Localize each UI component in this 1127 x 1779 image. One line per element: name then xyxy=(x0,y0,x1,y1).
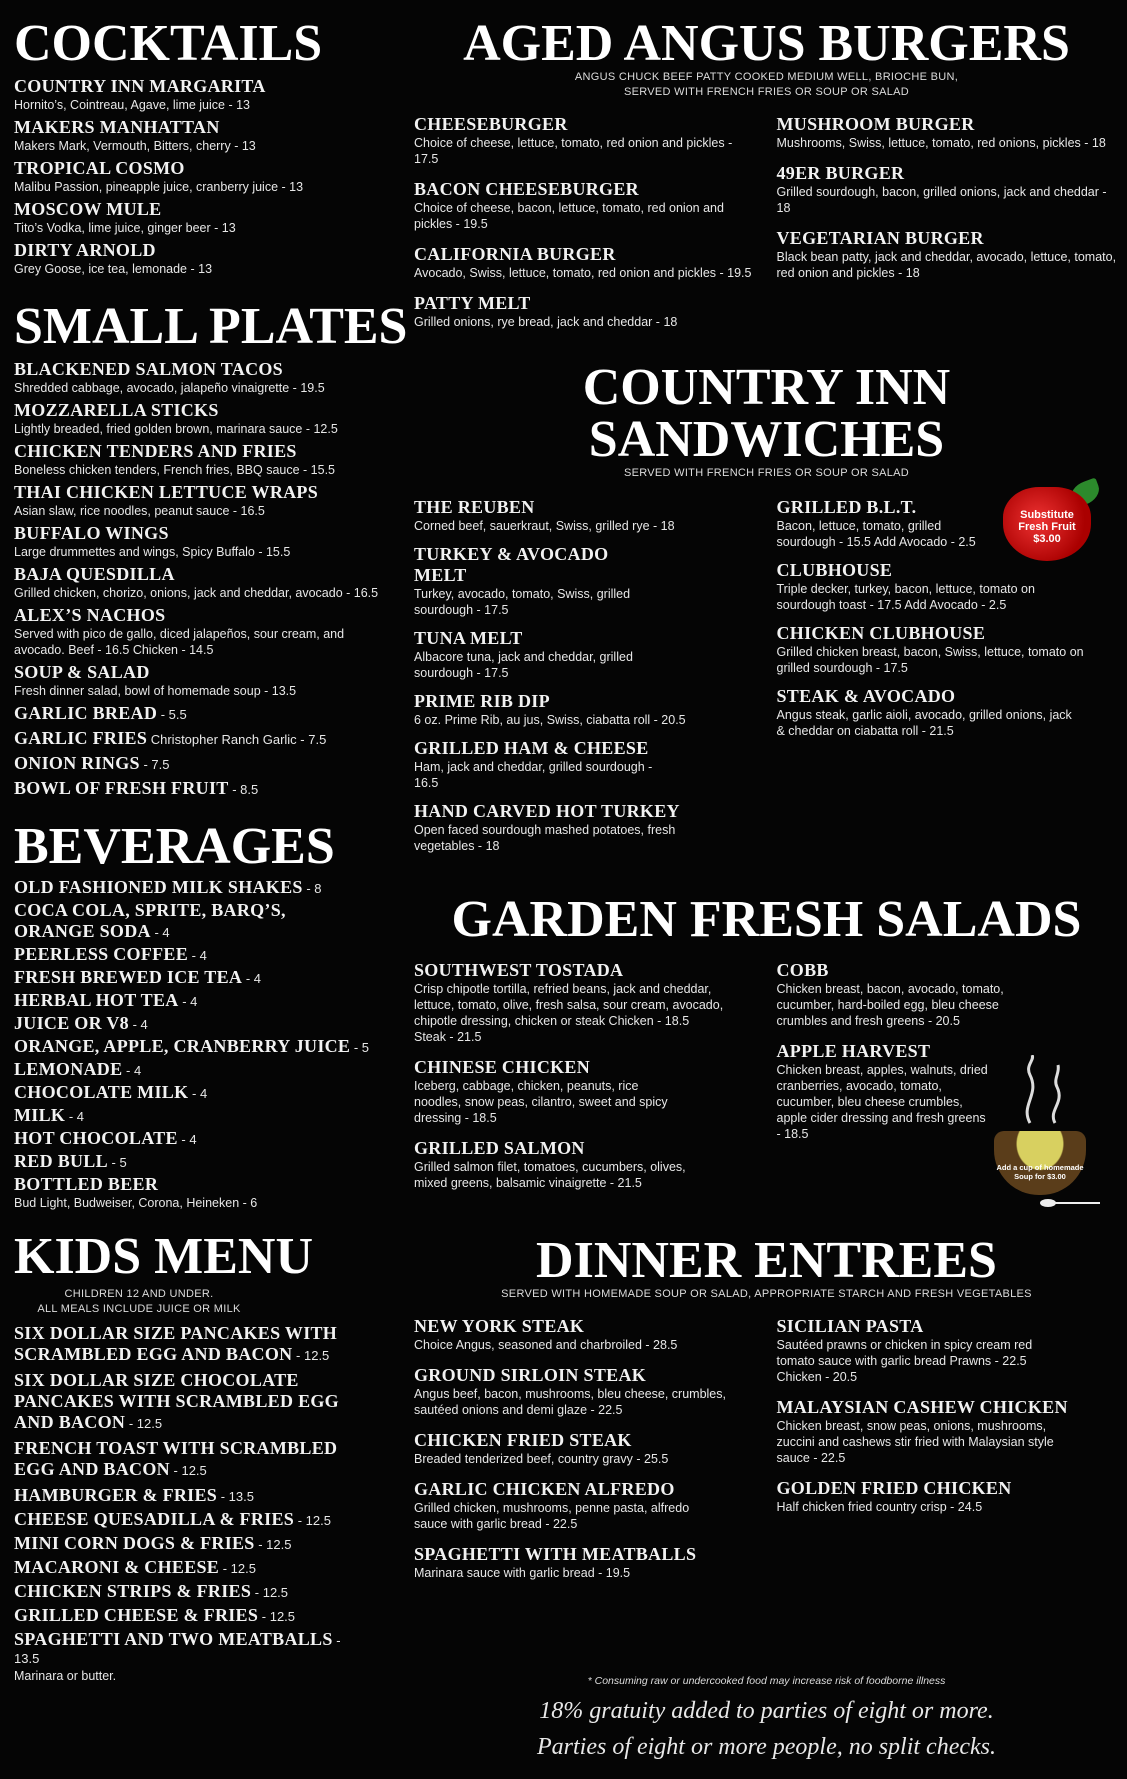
item-name: CHINESE CHICKEN xyxy=(414,1057,591,1077)
item-price: - 7.5 xyxy=(139,757,170,772)
item-name: MUSHROOM BURGER xyxy=(776,114,975,134)
list-item xyxy=(14,1557,354,1578)
item-name: GOLDEN FRIED CHICKEN xyxy=(776,1478,1012,1498)
item-name: MINI CORN DOGS & FRIES xyxy=(14,1533,255,1553)
strawberry-badge xyxy=(1003,487,1091,561)
item-desc: Large drummettes and wings, Spicy Buffalo - 15.5 xyxy=(14,545,291,559)
item-name: BOWL OF FRESH FRUIT xyxy=(14,778,229,798)
list-item xyxy=(14,1174,414,1211)
item-name: SOUP & SALAD xyxy=(14,662,150,682)
list-item xyxy=(414,960,724,1045)
item-desc: Sautéed prawns or chicken in spicy cream red tomato sauce with garlic bread Prawns - 22.5 Chicken - 20.5 xyxy=(776,1338,1033,1384)
list-item xyxy=(414,293,757,330)
item-desc: Iceberg, cabbage, chicken, peanuts, rice noodles, snow peas, cilantro, sweet and spicy dressing - 18.5 xyxy=(414,1079,668,1125)
item-name: SOUTHWEST TOSTADA xyxy=(414,960,624,980)
item-desc: Corned beef, sauerkraut, Swiss, grilled rye - 18 xyxy=(414,519,675,533)
list-item xyxy=(777,497,987,550)
item-price: - 4 xyxy=(178,994,198,1009)
item-name: CLUBHOUSE xyxy=(776,560,893,580)
salads-left xyxy=(414,960,757,1195)
item-name: GARLIC FRIES xyxy=(14,728,148,748)
list-item xyxy=(777,960,1037,1029)
item-name: GARLIC BREAD xyxy=(14,703,158,723)
list-item xyxy=(14,400,414,437)
list-item xyxy=(14,1438,354,1480)
item-name: TURKEY & AVOCADO MELT xyxy=(414,544,609,585)
gratuity-line-1: 18% gratuity added to parties of eight or more. xyxy=(539,1698,994,1724)
item-price: - 5.5 xyxy=(157,707,187,722)
burgers-sub-1: ANGUS CHUCK BEEF PATTY COOKED MEDIUM WELL, BRIOCHE BUN, xyxy=(574,71,959,83)
list-item xyxy=(14,1485,354,1506)
item-price: - 8 xyxy=(302,881,322,896)
list-item xyxy=(414,244,757,281)
list-item xyxy=(414,1316,757,1353)
beverages-title: BEVERAGES xyxy=(14,818,335,875)
item-name: COBB xyxy=(776,960,829,980)
item-price: - 12.5 xyxy=(292,1348,330,1363)
item-price: - 5 xyxy=(107,1155,127,1170)
item-price: - 4 xyxy=(177,1132,197,1147)
item-price: - 4 xyxy=(188,1086,208,1101)
list-item xyxy=(777,1041,992,1142)
item-name: SPAGHETTI WITH MEATBALLS xyxy=(414,1544,697,1564)
kids-sub-2: ALL MEALS INCLUDE JUICE OR MILK xyxy=(37,1303,241,1315)
spoon-icon xyxy=(1040,1198,1100,1208)
item-name: CHEESEBURGER xyxy=(414,114,568,134)
item-name: BACON CHEESEBURGER xyxy=(414,179,639,199)
list-item xyxy=(14,158,414,195)
badge-line-1: Substitute xyxy=(1020,509,1074,521)
list-item xyxy=(14,1533,354,1554)
item-name: CHICKEN CLUBHOUSE xyxy=(776,623,986,643)
item-name: 49ER BURGER xyxy=(776,163,905,183)
list-item xyxy=(14,662,414,699)
small-plates-title: SMALL PLATES xyxy=(14,298,408,355)
item-desc: Served with pico de gallo, diced jalapeños, sour cream, and avocado. Beef - 16.5 Chicken - 14.5 xyxy=(14,627,345,657)
list-item xyxy=(414,628,674,681)
list-item xyxy=(14,1629,354,1684)
list-item xyxy=(14,1151,414,1172)
item-price: - 13.5 xyxy=(217,1489,254,1504)
gratuity-notice xyxy=(414,1693,1119,1765)
list-item xyxy=(777,560,1087,613)
item-desc: Tito’s Vodka, lime juice, ginger beer - 13 xyxy=(14,221,236,235)
list-item xyxy=(414,544,664,618)
item-name: COUNTRY INN MARGARITA xyxy=(14,76,266,96)
list-item xyxy=(14,753,414,774)
badge-line-2: Fresh Fruit xyxy=(1018,521,1076,533)
item-desc: Avocado, Swiss, lettuce, tomato, red onion and pickles - 19.5 xyxy=(414,266,752,280)
item-desc: Choice of cheese, lettuce, tomato, red onion and pickles - 17.5 xyxy=(414,136,733,166)
list-item xyxy=(414,1057,674,1126)
list-item xyxy=(414,114,757,167)
item-name: DIRTY ARNOLD xyxy=(14,240,156,260)
item-desc: Grilled chicken breast, bacon, Swiss, lettuce, tomato on grilled sourdough - 17.5 xyxy=(776,645,1084,675)
item-name: LEMONADE xyxy=(14,1059,123,1079)
item-desc: Boneless chicken tenders, French fries, BBQ sauce - 15.5 xyxy=(14,463,335,477)
item-name: ALEX’S NACHOS xyxy=(14,605,166,625)
sandwiches-sub: SERVED WITH FRENCH FRIES OR SOUP OR SALAD xyxy=(623,467,910,479)
item-name: CHOCOLATE MILK xyxy=(14,1082,189,1102)
item-price: - 12.5 xyxy=(125,1416,163,1431)
item-desc: Half chicken fried country crisp - 24.5 xyxy=(776,1500,983,1514)
item-price: - 4 xyxy=(122,1063,142,1078)
item-name: SIX DOLLAR SIZE CHOCOLATE PANCAKES WITH SCRAMBLED EGG AND BACON xyxy=(14,1370,339,1432)
item-name: GARLIC CHICKEN ALFREDO xyxy=(414,1479,675,1499)
item-desc: Angus steak, garlic aioli, avocado, grilled onions, jack & cheddar on ciabatta roll - 21.5 xyxy=(776,708,1072,738)
list-item xyxy=(414,1365,734,1418)
item-price: Christopher Ranch Garlic - 7.5 xyxy=(147,732,327,747)
list-item xyxy=(14,1509,354,1530)
list-item xyxy=(14,900,304,942)
item-name: BAJA QUESDILLA xyxy=(14,564,175,584)
item-name: MILK xyxy=(14,1105,66,1125)
item-name: THAI CHICKEN LETTUCE WRAPS xyxy=(14,482,319,502)
item-name: BUFFALO WINGS xyxy=(14,523,169,543)
item-desc: Asian slaw, rice noodles, peanut sauce - 16.5 xyxy=(14,504,265,518)
list-item xyxy=(777,114,1120,151)
footnote: * Consuming raw or undercooked food may increase risk of foodborne illness xyxy=(587,1675,946,1687)
item-desc: Bud Light, Budweiser, Corona, Heineken - 6 xyxy=(14,1196,258,1210)
list-item xyxy=(14,1581,354,1602)
item-name: MOZZARELLA STICKS xyxy=(14,400,219,420)
item-name: SIX DOLLAR SIZE PANCAKES WITH SCRAMBLED EGG AND BACON xyxy=(14,1323,338,1364)
item-price: - 4 xyxy=(188,948,207,963)
list-item xyxy=(14,605,414,658)
item-desc: Grilled chicken, mushrooms, penne pasta, alfredo sauce with garlic bread - 22.5 xyxy=(414,1501,690,1531)
item-desc: Chicken breast, snow peas, onions, mushrooms, zuccini and cashews stir fried with Malaysian style sauce - 22.5 xyxy=(776,1419,1054,1465)
item-desc: Albacore tuna, jack and cheddar, grilled sourdough - 17.5 xyxy=(414,650,633,680)
item-name: COCA COLA, SPRITE, BARQ’S, ORANGE SODA xyxy=(14,900,286,941)
item-name: APPLE HARVEST xyxy=(776,1041,931,1061)
item-price: - 13.5 xyxy=(14,1633,341,1666)
right-column xyxy=(414,0,1119,1585)
burgers-right xyxy=(777,114,1120,334)
burgers-title: AGED ANGUS BURGERS xyxy=(463,15,1070,72)
list-item xyxy=(777,163,1120,216)
item-name: CHICKEN FRIED STEAK xyxy=(414,1430,632,1450)
item-price: - 12.5 xyxy=(254,1537,292,1552)
burgers-sub-2: SERVED WITH FRENCH FRIES OR SOUP OR SALAD xyxy=(623,86,910,98)
item-desc: Choice of cheese, bacon, lettuce, tomato, red onion and pickles - 19.5 xyxy=(414,201,724,231)
list-item xyxy=(14,1082,414,1103)
item-name: MACARONI & CHEESE xyxy=(14,1557,220,1577)
list-item xyxy=(14,944,414,965)
list-item xyxy=(414,801,694,854)
list-item xyxy=(414,1479,694,1532)
item-desc: Fresh dinner salad, bowl of homemade soup - 13.5 xyxy=(14,684,297,698)
item-price: - 12.5 xyxy=(251,1585,289,1600)
item-name: JUICE OR V8 xyxy=(14,1013,129,1033)
item-name: TUNA MELT xyxy=(414,628,523,648)
list-item xyxy=(14,778,414,799)
item-name: PRIME RIB DIP xyxy=(414,691,550,711)
entrees-title: DINNER ENTREES xyxy=(536,1232,997,1289)
item-desc: Open faced sourdough mashed potatoes, fresh vegetables - 18 xyxy=(414,823,676,853)
list-item xyxy=(14,117,414,154)
list-item xyxy=(14,199,414,236)
item-desc: Crisp chipotle tortilla, refried beans, jack and cheddar, lettuce, tomato, olive, fresh salsa, sour cream, avocado, chipotle dressing, chicken or steak Chicken - 18.5 Steak - 21.5 xyxy=(414,982,724,1044)
item-name: GRILLED B.L.T. xyxy=(776,497,917,517)
steam-icon xyxy=(1010,1055,1080,1125)
item-desc: Ham, jack and cheddar, grilled sourdough - 16.5 xyxy=(414,760,653,790)
item-name: CHICKEN TENDERS AND FRIES xyxy=(14,441,297,461)
item-name: RED BULL xyxy=(14,1151,108,1171)
item-name: THE REUBEN xyxy=(414,497,535,517)
item-price: - 5 xyxy=(350,1040,370,1055)
list-item xyxy=(14,1059,414,1080)
list-item xyxy=(414,691,757,728)
list-item xyxy=(14,359,414,396)
item-name: STEAK & AVOCADO xyxy=(776,686,956,706)
item-name: HAND CARVED HOT TURKEY xyxy=(414,801,680,821)
list-item xyxy=(14,1323,354,1365)
item-name: VEGETARIAN BURGER xyxy=(776,228,984,248)
item-name: SPAGHETTI AND TWO MEATBALLS xyxy=(14,1629,333,1649)
item-price: - 8.5 xyxy=(228,782,259,797)
item-desc: Grey Goose, ice tea, lemonade - 13 xyxy=(14,262,213,276)
item-name: HOT CHOCOLATE xyxy=(14,1128,178,1148)
kids-sub-1: CHILDREN 12 AND UNDER. xyxy=(64,1288,214,1300)
item-name: OLD FASHIONED MILK SHAKES xyxy=(14,877,303,897)
item-desc: Bacon, lettuce, tomato, grilled sourdough - 15.5 Add Avocado - 2.5 xyxy=(776,519,976,549)
list-item xyxy=(777,686,1077,739)
item-desc: Black bean patty, jack and cheddar, avocado, lettuce, tomato, red onion and pickles - 18 xyxy=(776,250,1117,280)
item-desc: Triple decker, turkey, bacon, lettuce, tomato on sourdough toast - 17.5 Add Avocado - 2.5 xyxy=(776,582,1035,612)
item-price: - 12.5 xyxy=(258,1609,296,1624)
list-item xyxy=(14,1370,354,1433)
item-desc: Chicken breast, apples, walnuts, dried cranberries, avocado, tomato, cucumber, bleu cheese crumbles, apple cider dressing and fresh greens - 18.5 xyxy=(776,1063,988,1141)
item-name: MAKERS MANHATTAN xyxy=(14,117,220,137)
soup-badge-text: Add a cup of homemade Soup for $3.00 xyxy=(996,1163,1084,1181)
kids-menu-title: KIDS MENU xyxy=(14,1228,314,1285)
list-item xyxy=(14,441,414,478)
item-name: FRENCH TOAST WITH SCRAMBLED EGG AND BACON xyxy=(14,1438,338,1479)
list-item xyxy=(14,482,414,519)
list-item xyxy=(14,1128,414,1149)
item-name: HERBAL HOT TEA xyxy=(14,990,179,1010)
entrees-list xyxy=(414,1316,1119,1585)
item-desc: Breaded tenderized beef, country gravy - 25.5 xyxy=(414,1452,669,1466)
cocktails-title: COCKTAILS xyxy=(14,15,323,72)
beverages-list xyxy=(14,877,414,1211)
entrees-left xyxy=(414,1316,757,1585)
item-desc: Shredded cabbage, avocado, jalapeño vinaigrette - 19.5 xyxy=(14,381,325,395)
item-desc: Grilled chicken, chorizo, onions, jack and cheddar, avocado - 16.5 xyxy=(14,586,379,600)
item-desc: Malibu Passion, pineapple juice, cranberry juice - 13 xyxy=(14,180,304,194)
item-desc: Marinara sauce with garlic bread - 19.5 xyxy=(414,1566,631,1580)
list-item xyxy=(14,703,414,724)
item-name: PEERLESS COFFEE xyxy=(14,944,189,964)
sandwiches-title: COUNTRY INN SANDWICHES xyxy=(582,359,951,468)
list-item xyxy=(414,179,757,232)
sandwiches-left xyxy=(414,497,757,858)
list-item xyxy=(14,1036,414,1057)
item-desc: Makers Mark, Vermouth, Bitters, cherry - 13 xyxy=(14,139,256,153)
item-desc: Chicken breast, bacon, avocado, tomato, cucumber, hard-boiled egg, bleu cheese crumbles and fresh greens - 20.5 xyxy=(776,982,1004,1028)
item-price: - 4 xyxy=(128,1017,148,1032)
item-name: HAMBURGER & FRIES xyxy=(14,1485,218,1505)
list-item xyxy=(777,228,1120,281)
item-desc: Grilled sourdough, bacon, grilled onions, jack and cheddar - 18 xyxy=(776,185,1107,215)
item-desc: Hornito’s, Cointreau, Agave, lime juice - 13 xyxy=(14,98,250,112)
cocktails-list xyxy=(14,76,414,277)
item-name: MALAYSIAN CASHEW CHICKEN xyxy=(776,1397,1068,1417)
item-name: GROUND SIRLOIN STEAK xyxy=(414,1365,647,1385)
list-item xyxy=(414,738,654,791)
item-name: SICILIAN PASTA xyxy=(776,1316,924,1336)
item-name: TROPICAL COSMO xyxy=(14,158,185,178)
list-item xyxy=(414,1430,757,1467)
list-item xyxy=(14,1105,414,1126)
item-desc: Choice Angus, seasoned and charbroiled - 28.5 xyxy=(414,1338,678,1352)
list-item xyxy=(414,1544,757,1581)
item-price: - 4 xyxy=(242,971,262,986)
item-name: PATTY MELT xyxy=(414,293,531,313)
item-price: - 4 xyxy=(65,1109,84,1124)
item-price: - 12.5 xyxy=(219,1561,256,1576)
list-item xyxy=(14,967,414,988)
list-item xyxy=(414,1138,714,1191)
gratuity-line-2: Parties of eight or more people, no split checks. xyxy=(536,1734,997,1760)
item-name: FRESH BREWED ICE TEA xyxy=(14,967,243,987)
item-price: - 12.5 xyxy=(169,1463,207,1478)
burgers-left xyxy=(414,114,757,334)
item-name: BOTTLED BEER xyxy=(14,1174,159,1194)
list-item xyxy=(777,1397,1087,1466)
item-name: NEW YORK STEAK xyxy=(414,1316,585,1336)
list-item xyxy=(14,523,414,560)
list-item xyxy=(14,1013,414,1034)
small-plates-list xyxy=(14,359,414,799)
list-item xyxy=(414,497,757,534)
item-name: GRILLED HAM & CHEESE xyxy=(414,738,649,758)
list-item xyxy=(14,990,414,1011)
item-name: GRILLED CHEESE & FRIES xyxy=(14,1605,259,1625)
entrees-sub: SERVED WITH HOMEMADE SOUP OR SALAD, APPROPRIATE STARCH AND FRESH VEGETABLES xyxy=(501,1288,1032,1300)
item-desc: Mushrooms, Swiss, lettuce, tomato, red onions, pickles - 18 xyxy=(776,136,1106,150)
list-item xyxy=(14,877,414,898)
list-item xyxy=(14,728,414,749)
item-name: MOSCOW MULE xyxy=(14,199,162,219)
list-item xyxy=(14,240,414,277)
item-desc: Turkey, avocado, tomato, Swiss, grilled sourdough - 17.5 xyxy=(414,587,631,617)
sandwiches-list xyxy=(414,497,1119,858)
item-desc: Lightly breaded, fried golden brown, marinara sauce - 12.5 xyxy=(14,422,338,436)
item-name: ONION RINGS xyxy=(14,753,140,773)
list-item xyxy=(14,1605,354,1626)
item-desc: Grilled onions, rye bread, jack and cheddar - 18 xyxy=(414,315,678,329)
item-desc: Angus beef, bacon, mushrooms, bleu cheese, crumbles, sautéed onions and demi glaze - 22.5 xyxy=(414,1387,726,1417)
list-item xyxy=(777,623,1087,676)
item-name: CALIFORNIA BURGER xyxy=(414,244,616,264)
list-item xyxy=(14,564,414,601)
kids-list xyxy=(14,1323,354,1684)
item-desc: 6 oz. Prime Rib, au jus, Swiss, ciabatta roll - 20.5 xyxy=(414,713,686,727)
entrees-right xyxy=(777,1316,1120,1585)
item-desc: Marinara or butter. xyxy=(14,1669,117,1683)
item-price: - 4 xyxy=(150,925,170,940)
left-column xyxy=(14,0,414,1688)
salads-title: GARDEN FRESH SALADS xyxy=(451,891,1082,948)
item-name: GRILLED SALMON xyxy=(414,1138,585,1158)
item-name: CHICKEN STRIPS & FRIES xyxy=(14,1581,252,1601)
item-name: ORANGE, APPLE, CRANBERRY JUICE xyxy=(14,1036,351,1056)
item-name: CHEESE QUESADILLA & FRIES xyxy=(14,1509,295,1529)
list-item xyxy=(14,76,414,113)
burgers-list xyxy=(414,114,1119,334)
item-desc: Grilled salmon filet, tomatoes, cucumbers, olives, mixed greens, balsamic vinaigrette - 21.5 xyxy=(414,1160,686,1190)
list-item xyxy=(777,1316,1057,1385)
list-item xyxy=(777,1478,1120,1515)
badge-line-3: $3.00 xyxy=(1033,533,1061,545)
item-name: BLACKENED SALMON TACOS xyxy=(14,359,283,379)
item-price: - 12.5 xyxy=(294,1513,331,1528)
